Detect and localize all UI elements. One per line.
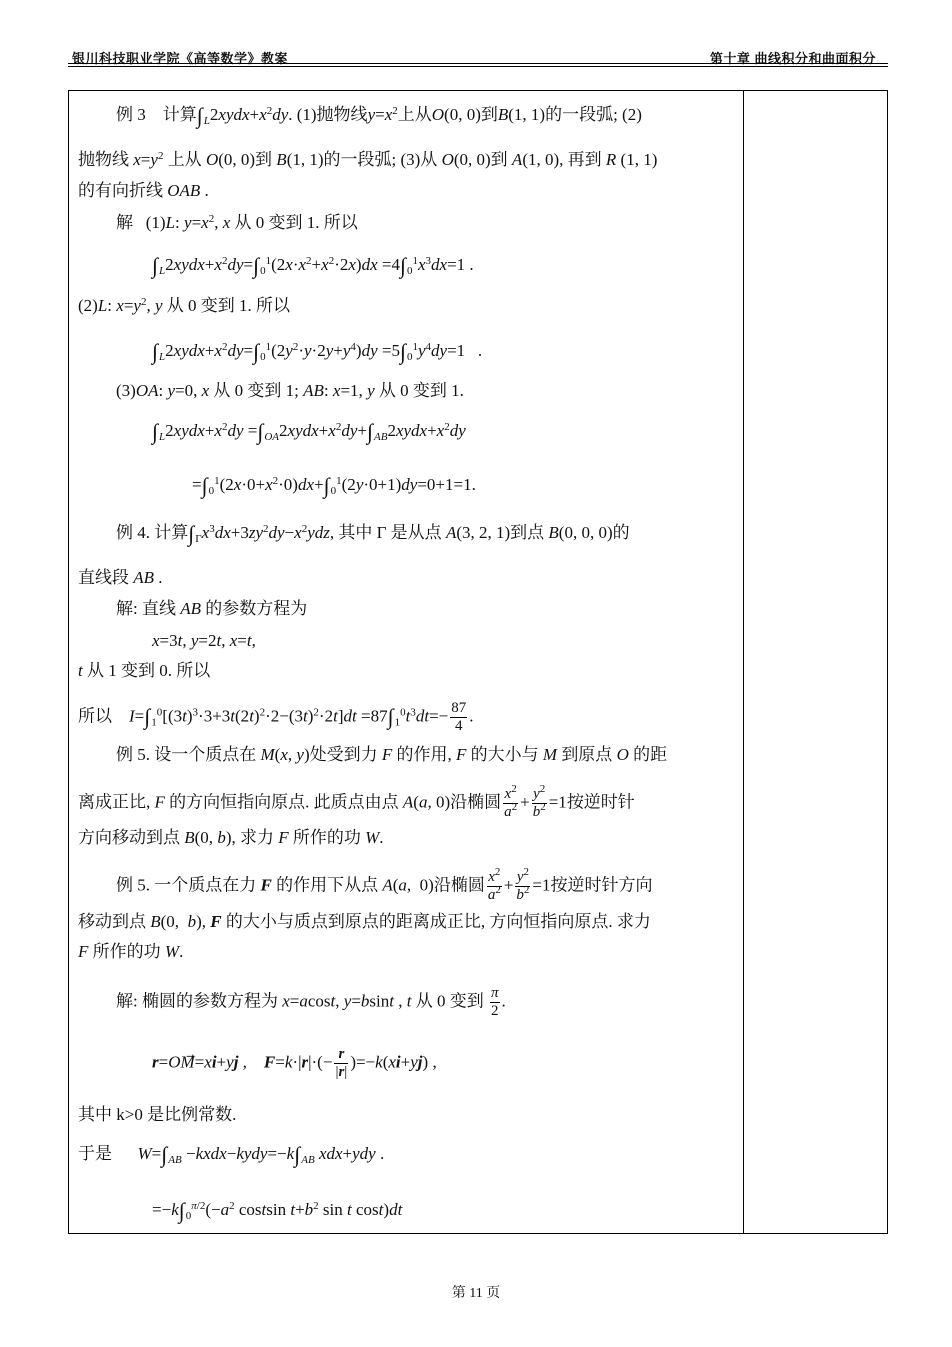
example-5a-line-3: 方向移动到点 B(0, b), 求力 F 所作的功 W. [78, 828, 384, 847]
header-right: 第十章 曲线积分和曲面积分 [709, 51, 876, 66]
header-rule [68, 63, 888, 64]
equation-5b-work-2: $=-k\int_0^{\pi/2}(-a^2$ costsin $t+b^2$ sin t cost)dt [152, 1198, 403, 1223]
equation-3-3b: $=\int_0^1(2x\cdot 0+x^2\cdot 0)dx+\int_0^1(2y\cdot 0+1)dy=0+1=1$. [192, 473, 476, 498]
example-3-line-3: 的有向折线 OAB . [78, 181, 209, 200]
page-number: 第 11 页 [451, 1286, 501, 1301]
solution-3-1: 解 (1)L: $y=x^2$, x 从 0 变到 1. 所以 [116, 213, 358, 232]
equation-3-2: $\int_L2xydx+x^2dy=\int_0^1(2y^2\cdot y\cdot 2y+y^4)dy =5\int_0^1y^4dy=1$ . [152, 339, 483, 364]
example-5a-line-1: 例 5. 设一个质点在 M(x, y)处受到力 F 的作用, F 的大小与 M 到原点 O 的距 [116, 745, 668, 764]
example-3-line-1: 例 3 计算$\int_L2xydx+x^2dy$. (1)抛物线$y=x^2$上从O(0, 0)到B(1, 1)的一段弧; (2) [116, 103, 642, 128]
example-5b-line-2: 移动到点 B(0, b), F 的大小与质点到原点的距离成正比, 方向恒指向原点. 求力 [78, 912, 651, 931]
solution-4-range: t 从 1 变到 0. 所以 [78, 661, 211, 680]
solution-3-2: (2)L: $x=y^2$, y 从 0 变到 1. 所以 [78, 296, 291, 315]
example-3-line-2: 抛物线 $x=y^2$ 上从 O(0, 0)到 B(1, 1)的一段弧; (3)从 O(0, 0)到 A(1, 0), 再到 R (1, 1) [78, 150, 658, 169]
example-4-line-1: 例 4. 计算$\int_\Gamma x^3dx+3zy^2dy-x^2ydz$, 其中 Γ 是从点 A(3, 2, 1)到点 B(0, 0, 0)的 [116, 521, 630, 546]
example-4-line-2: 直线段 AB . [78, 568, 163, 587]
notes-column-divider [743, 90, 744, 1234]
example-5a-line-2: 离成正比, F 的方向恒指向原点. 此质点由点 A(a, 0)沿椭圆 $\frac{x^2}{a^2}$ + $\frac{y^2}{b^2}$ =1按逆时针 [78, 783, 635, 820]
solution-4-1: 解: 直线 AB 的参数方程为 [116, 599, 308, 618]
equation-5b-work: 于是 $W=\int_{AB}$ $-kxdx-kydy=-k\int_{AB}$ xdx+ydy . [78, 1142, 385, 1167]
header-rule-thin [68, 66, 888, 67]
header-left: 银川科技职业学院《高等数学》教案 [72, 51, 289, 66]
solution-4-param: x=3t, y=2t, x=t, [152, 631, 256, 650]
equation-3-3a: $\int_L2xydx+x^2dy$ $=\int_{OA}2xydx+x^2dy+\int_{AB}2xydx+x^2dy$ [152, 419, 466, 444]
equation-5b-vectors: r=OM⃗=xi+yj , F=k·|r|·(− $\frac{r}{|r|}$ )=−k(xi+yj) , [152, 1046, 437, 1080]
solution-3-3: (3)OA: y=0, x 从 0 变到 1; AB: x=1, y 从 0 变到 1. [116, 381, 464, 400]
equation-4: 所以 $I=\int_1^0[(3t)^3\cdot 3+3t(2t)^2\cdot 2-(3t)^2\cdot 2t]dt =87\int_1^0t^3dt=-$ $\frac{87}{4}$ . [78, 700, 474, 734]
solution-5b-1: 解: 椭圆的参数方程为 x=acost, y=bsint , t 从 0 变到 $\frac{\pi}{2}$ . [116, 985, 506, 1019]
equation-3-1: $\int_L2xydx+x^2dy=\int_0^1(2x\cdot x^2+x^2\cdot 2x)dx =4\int_0^1x^3dx=1$ . [152, 253, 474, 278]
example-5b-line-3: F 所作的功 W. [78, 942, 184, 961]
example-5b-line-1: 例 5. 一个质点在力 F 的作用下从点 A(a, 0)沿椭圆 $\frac{x^2}{a^2}$ + $\frac{y^2}{b^2}$ =1按逆时针方向 [116, 866, 653, 903]
solution-5b-k-note: 其中 k>0 是比例常数. [78, 1105, 237, 1124]
